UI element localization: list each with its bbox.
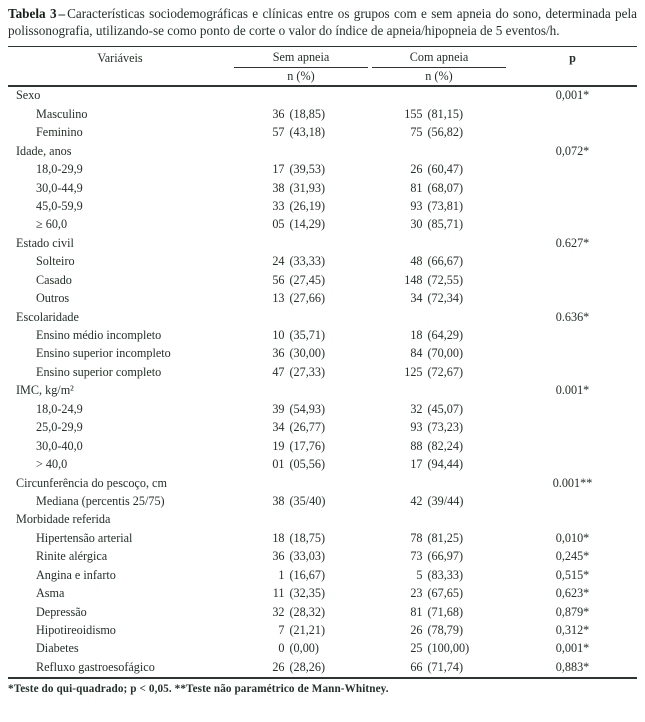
table-row: [8, 308, 637, 326]
p-value: 0,245*: [555, 549, 590, 564]
com-apneia-percent: (81,25): [427, 530, 464, 545]
row-label: Hipotireoidismo: [36, 623, 116, 637]
com-apneia-percent: (66,97): [427, 549, 464, 564]
com-apneia-percent: (60,47): [427, 162, 464, 177]
row-label: 30,0-40,0: [36, 438, 83, 453]
sem-apneia-cell: [232, 641, 370, 656]
row-label: 18,0-24,9: [36, 401, 83, 416]
row-label: Morbidade referida: [16, 512, 111, 527]
row-label: Refluxo gastroesofágico: [36, 659, 155, 674]
table-row: [8, 455, 637, 473]
sem-apneia-count: 34: [272, 420, 285, 435]
row-label: Mediana (percentis 25/75): [36, 493, 165, 508]
sem-apneia-count: 13: [272, 291, 285, 306]
com-apneia-cell: [370, 586, 508, 601]
sem-apneia-percent: (35,71): [289, 328, 326, 342]
com-apneia-count: 93: [410, 420, 423, 435]
sem-apneia-cell: [232, 273, 370, 288]
com-apneia-count: 18: [410, 328, 423, 342]
com-apneia-cell: [370, 162, 508, 177]
sem-apneia-percent: (27,66): [289, 291, 326, 306]
p-value: 0,001*: [555, 641, 590, 656]
com-apneia-count: 84: [410, 346, 423, 361]
sem-apneia-cell: [232, 457, 370, 472]
header-variables: Variáveis: [97, 50, 143, 65]
com-apneia-count: 75: [410, 125, 423, 140]
com-apneia-cell: [370, 273, 508, 288]
com-apneia-percent: (100,00): [427, 641, 470, 656]
sem-apneia-cell: [232, 346, 370, 361]
com-apneia-count: 73: [410, 549, 423, 564]
row-label: Ensino superior incompleto: [36, 346, 171, 361]
com-apneia-cell: [370, 457, 508, 472]
com-apneia-cell: [370, 623, 508, 638]
table-row: [8, 345, 637, 363]
row-label: Estado civil: [16, 235, 74, 250]
sem-apneia-cell: [232, 291, 370, 306]
sem-apneia-percent: (28,32): [289, 604, 326, 619]
com-apneia-count: 23: [410, 586, 423, 601]
subheader-com-npct: n (%): [425, 68, 453, 83]
table-row: [8, 253, 637, 271]
p-value: 0,515*: [555, 567, 590, 582]
sem-apneia-count: 18: [272, 530, 285, 545]
header-sem-apneia: Sem apneia: [234, 48, 368, 68]
sem-apneia-cell: [232, 494, 370, 509]
table-row: [8, 363, 637, 381]
table-row: [8, 603, 637, 621]
table-row: [8, 197, 637, 215]
com-apneia-percent: (85,71): [427, 217, 464, 232]
row-label: Idade, anos: [16, 143, 72, 158]
sem-apneia-cell: [232, 254, 370, 269]
sem-apneia-cell: [232, 420, 370, 435]
com-apneia-percent: (70,00): [427, 346, 464, 361]
data-table: [8, 46, 637, 679]
row-label: Feminino: [36, 125, 83, 140]
sem-apneia-percent: (31,93): [289, 180, 326, 195]
sem-apneia-cell: [232, 605, 370, 620]
table-row: [8, 142, 637, 160]
sem-apneia-count: 38: [272, 493, 285, 508]
sem-apneia-count: 57: [272, 125, 285, 140]
p-value: 0.636*: [555, 309, 590, 324]
table-row: [8, 271, 637, 289]
com-apneia-count: 5: [416, 567, 423, 582]
sem-apneia-percent: (26,19): [289, 198, 326, 213]
com-apneia-cell: [370, 346, 508, 361]
row-label: Circunferência do pescoço, cm: [16, 475, 167, 490]
sem-apneia-count: 56: [272, 272, 285, 287]
table-row: [8, 548, 637, 566]
p-value: 0.001**: [552, 475, 593, 490]
table-row: [8, 105, 637, 123]
com-apneia-percent: (82,24): [427, 438, 464, 453]
table-row: [8, 418, 637, 436]
row-label: Casado: [36, 272, 72, 287]
table-row: [8, 234, 637, 252]
table-header: [8, 46, 637, 87]
com-apneia-cell: [370, 494, 508, 509]
row-label: Masculino: [36, 106, 88, 121]
com-apneia-cell: [370, 125, 508, 140]
com-apneia-percent: (78,79): [427, 623, 464, 637]
table-row: [8, 87, 637, 105]
table-row: [8, 326, 637, 344]
caption-text: Características sociodemográficas e clínicas entre os grupos com e sem apneia do sono, determinada pela polissonografia, utilizando-se como ponto de corte o valor do índice de apneia/hipopneia de 5 eventos/h.: [8, 6, 638, 39]
sem-apneia-percent: (26,77): [289, 420, 326, 435]
table-row: [8, 437, 637, 455]
p-value: 0.627*: [555, 235, 590, 250]
row-label: 45,0-59,9: [36, 198, 83, 213]
com-apneia-percent: (39/44): [427, 493, 464, 508]
com-apneia-percent: (73,81): [427, 198, 464, 213]
table-row: [8, 640, 637, 658]
com-apneia-cell: [370, 641, 508, 656]
com-apneia-cell: [370, 549, 508, 564]
p-value: 0.001*: [555, 383, 590, 398]
sem-apneia-count: 10: [272, 328, 285, 342]
row-label: Ensino superior completo: [36, 364, 162, 379]
sem-apneia-percent: (39,53): [289, 162, 326, 177]
sem-apneia-cell: [232, 365, 370, 380]
table-row: [8, 658, 637, 676]
com-apneia-cell: [370, 531, 508, 546]
com-apneia-count: 48: [410, 254, 423, 269]
sem-apneia-count: 17: [272, 162, 285, 177]
sem-apneia-count: 11: [272, 586, 285, 601]
table-row: [8, 289, 637, 307]
sem-apneia-percent: (27,33): [289, 364, 326, 379]
sem-apneia-count: 01: [272, 457, 285, 472]
sem-apneia-count: 7: [278, 623, 285, 637]
sem-apneia-cell: [232, 107, 370, 122]
sem-apneia-cell: [232, 181, 370, 196]
com-apneia-percent: (83,33): [427, 567, 464, 582]
subheader-sem-npct: n (%): [287, 68, 315, 83]
table-row: [8, 566, 637, 584]
sem-apneia-count: 47: [272, 364, 285, 379]
com-apneia-percent: (94,44): [427, 457, 464, 472]
table-caption: [8, 5, 637, 40]
com-apneia-count: 26: [410, 162, 423, 177]
sem-apneia-cell: [232, 568, 370, 583]
com-apneia-cell: [370, 254, 508, 269]
row-label: Rinite alérgica: [36, 549, 108, 564]
p-value: 0,623*: [555, 586, 590, 601]
sem-apneia-percent: (16,67): [289, 567, 326, 582]
com-apneia-cell: [370, 199, 508, 214]
sem-apneia-count: 36: [272, 106, 285, 121]
sem-apneia-cell: [232, 660, 370, 675]
com-apneia-count: 81: [410, 604, 423, 619]
com-apneia-percent: (45,07): [427, 401, 464, 416]
com-apneia-cell: [370, 420, 508, 435]
sem-apneia-count: 36: [272, 549, 285, 564]
com-apneia-count: 34: [410, 291, 423, 306]
com-apneia-cell: [370, 291, 508, 306]
sem-apneia-count: 24: [272, 254, 285, 269]
com-apneia-count: 66: [410, 659, 423, 674]
header-row-groups: [8, 47, 637, 68]
sem-apneia-count: 1: [278, 567, 285, 582]
sem-apneia-percent: (21,21): [289, 623, 326, 637]
sem-apneia-count: 39: [272, 401, 285, 416]
sem-apneia-cell: [232, 586, 370, 601]
p-value: 0,010*: [555, 530, 590, 545]
row-label: 25,0-29,9: [36, 420, 83, 435]
table-row: [8, 400, 637, 418]
com-apneia-cell: [370, 217, 508, 232]
com-apneia-percent: (72,34): [427, 291, 464, 306]
sem-apneia-cell: [232, 125, 370, 140]
com-apneia-count: 88: [410, 438, 423, 453]
sem-apneia-percent: (33,33): [289, 254, 326, 269]
sem-apneia-count: 32: [272, 604, 285, 619]
com-apneia-percent: (72,55): [427, 272, 464, 287]
sem-apneia-percent: (14,29): [289, 217, 326, 232]
com-apneia-count: 81: [410, 180, 423, 195]
sem-apneia-count: 36: [272, 346, 285, 361]
row-label: 30,0-44,9: [36, 180, 83, 195]
com-apneia-cell: [370, 365, 508, 380]
row-label: Hipertensão arterial: [36, 530, 133, 545]
sem-apneia-count: 05: [272, 217, 285, 232]
com-apneia-count: 148: [404, 272, 423, 287]
sem-apneia-percent: (35/40): [289, 493, 326, 508]
table-row: [8, 492, 637, 510]
com-apneia-count: 125: [404, 364, 423, 379]
table-row: [8, 382, 637, 400]
table-row: [8, 474, 637, 492]
table-row: [8, 584, 637, 602]
table-row: [8, 216, 637, 234]
row-label: Sexo: [16, 88, 41, 103]
com-apneia-percent: (66,67): [427, 254, 464, 269]
com-apneia-cell: [370, 568, 508, 583]
com-apneia-cell: [370, 402, 508, 417]
com-apneia-count: 25: [410, 641, 423, 656]
sem-apneia-percent: (27,45): [289, 272, 326, 287]
row-label: 18,0-29,9: [36, 162, 83, 177]
sem-apneia-cell: [232, 623, 370, 638]
com-apneia-cell: [370, 328, 508, 343]
row-label: Angina e infarto: [36, 567, 116, 582]
com-apneia-count: 155: [404, 106, 423, 121]
com-apneia-count: 78: [410, 530, 423, 545]
sem-apneia-percent: (30,00): [289, 346, 326, 361]
sem-apneia-count: 33: [272, 198, 285, 213]
row-label: ≥ 60,0: [36, 217, 68, 232]
table-row: [8, 511, 637, 529]
com-apneia-percent: (68,07): [427, 180, 464, 195]
sem-apneia-percent: (17,76): [289, 438, 326, 453]
sem-apneia-cell: [232, 162, 370, 177]
p-value: 0,072*: [555, 143, 590, 158]
sem-apneia-cell: [232, 217, 370, 232]
com-apneia-cell: [370, 107, 508, 122]
table-row: [8, 529, 637, 547]
com-apneia-cell: [370, 660, 508, 675]
sem-apneia-count: 26: [272, 659, 285, 674]
com-apneia-percent: (72,67): [427, 364, 464, 379]
com-apneia-count: 17: [410, 457, 423, 472]
sem-apneia-count: 19: [272, 438, 285, 453]
table-body: [8, 87, 637, 679]
row-label: Asma: [36, 586, 65, 601]
table-row: [8, 123, 637, 141]
p-value: 0,879*: [555, 604, 590, 619]
row-label: Diabetes: [36, 641, 79, 656]
com-apneia-percent: (56,82): [427, 125, 464, 140]
sem-apneia-count: 38: [272, 180, 285, 195]
header-row-subheaders: [8, 68, 637, 87]
sem-apneia-percent: (05,56): [289, 457, 326, 472]
sem-apneia-cell: [232, 199, 370, 214]
sem-apneia-percent: (43,18): [289, 125, 326, 140]
com-apneia-percent: (71,74): [427, 659, 464, 674]
p-value: 0,883*: [555, 659, 590, 674]
table-number: Tabela 3: [8, 6, 57, 21]
com-apneia-count: 26: [410, 623, 423, 637]
row-label: Ensino médio incompleto: [36, 328, 162, 342]
com-apneia-cell: [370, 605, 508, 620]
sem-apneia-percent: (18,75): [289, 530, 326, 545]
com-apneia-cell: [370, 439, 508, 454]
com-apneia-count: 42: [410, 493, 423, 508]
sem-apneia-cell: [232, 531, 370, 546]
com-apneia-percent: (73,23): [427, 420, 464, 435]
com-apneia-count: 93: [410, 198, 423, 213]
row-label: > 40,0: [36, 457, 68, 472]
table-row: [8, 621, 637, 639]
row-label: IMC, kg/m²: [16, 383, 74, 398]
sem-apneia-cell: [232, 439, 370, 454]
com-apneia-percent: (81,15): [427, 106, 464, 121]
sem-apneia-cell: [232, 402, 370, 417]
sem-apneia-percent: (32,35): [289, 586, 326, 601]
com-apneia-percent: (64,29): [427, 328, 464, 342]
sem-apneia-count: 0: [278, 641, 285, 656]
header-com-apneia: Com apneia: [372, 48, 506, 68]
sem-apneia-percent: (0,00): [289, 641, 319, 656]
sem-apneia-percent: (18,85): [289, 106, 326, 121]
caption-dash: –: [58, 6, 66, 21]
com-apneia-count: 32: [410, 401, 423, 416]
p-value: 0,312*: [555, 623, 590, 637]
sem-apneia-percent: (28,26): [289, 659, 326, 674]
com-apneia-percent: (67,65): [427, 586, 464, 601]
sem-apneia-cell: [232, 549, 370, 564]
row-label: Outros: [36, 291, 70, 306]
com-apneia-percent: (71,68): [427, 604, 464, 619]
com-apneia-count: 30: [410, 217, 423, 232]
table-row: [8, 179, 637, 197]
table-footnote: *Teste do qui-quadrado; p < 0,05. **Teste não paramétrico de Mann-Whitney.: [8, 682, 389, 695]
com-apneia-cell: [370, 181, 508, 196]
sem-apneia-percent: (33,03): [289, 549, 326, 564]
p-value: 0,001*: [555, 88, 590, 103]
table-row: [8, 160, 637, 178]
header-p: p: [569, 50, 576, 65]
row-label: Solteiro: [36, 254, 75, 269]
row-label: Depressão: [36, 604, 87, 619]
sem-apneia-percent: (54,93): [289, 401, 326, 416]
sem-apneia-cell: [232, 328, 370, 343]
row-label: Escolaridade: [16, 309, 79, 324]
